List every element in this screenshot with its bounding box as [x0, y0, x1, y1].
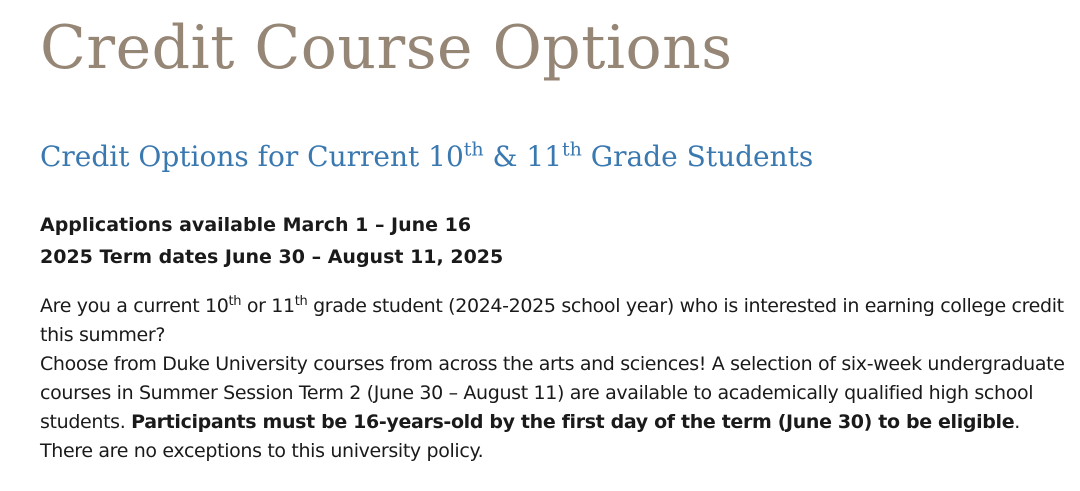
intro-part1: Are you a current 10	[40, 295, 229, 317]
section-heading-part3: Grade Students	[581, 140, 814, 173]
intro-sup1: th	[228, 293, 242, 309]
details-text2: . There are no exceptions to this university policy.	[40, 411, 1020, 462]
applications-dates: Applications available March 1 – June 16	[40, 214, 472, 236]
page-title: Credit Course Options	[40, 13, 733, 83]
section-heading	[40, 138, 814, 173]
section-heading-sup2: th	[562, 138, 582, 161]
details-paragraph	[40, 350, 1070, 466]
details-text1: Choose from Duke University courses from across the arts and sciences! A selection of six-week undergraduate courses in Summer Session Term 2 (June 30 – August 11) are available to academically qualified high school students.	[40, 353, 1065, 433]
intro-part2: or 11	[241, 295, 295, 317]
term-dates: 2025 Term dates June 30 – August 11, 2025	[40, 246, 504, 268]
eligibility-notice: Participants must be 16-years-old by the first day of the term (June 30) to be eligible	[131, 411, 1015, 433]
section-heading-sup1: th	[463, 138, 484, 161]
section-heading-part1: Credit Options for Current 10	[40, 140, 464, 173]
intro-part3: grade student (2024-2025 school year) who is interested in earning college credit this summer?	[40, 295, 1064, 346]
intro-sup2: th	[294, 293, 308, 309]
key-dates	[40, 209, 503, 273]
body-text	[40, 292, 1070, 466]
intro-paragraph	[40, 292, 1070, 350]
section-heading-part2: & 11	[483, 140, 563, 173]
